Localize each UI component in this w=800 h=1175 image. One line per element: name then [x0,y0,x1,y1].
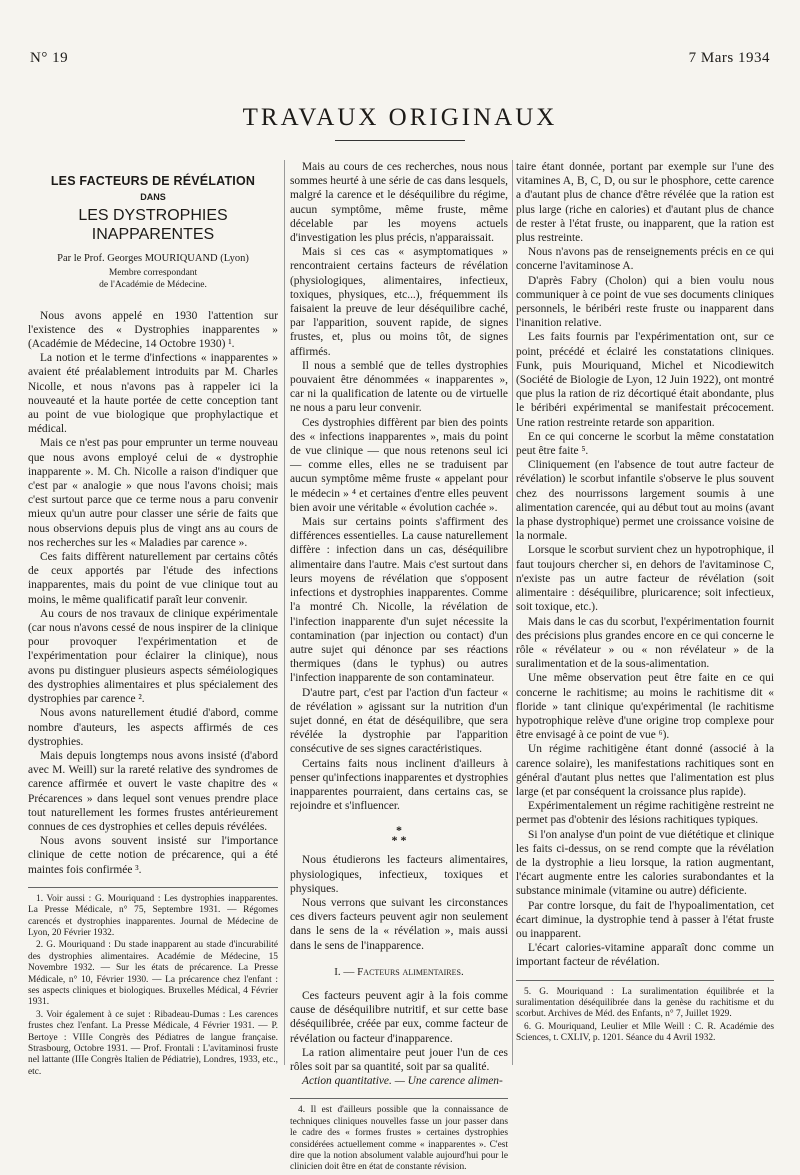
column-divider [284,160,285,1065]
footnote: 6. G. Mouriquand, Leulier et Mlle Weill : C. R. Académie des Sciences, t. CXLIV, p. 1201. Séance du 4 Avril 1932. [516,1021,774,1044]
paragraph: Mais sur certains points s'affirment des différences essentielles. La cause naturellement diffère : infection dans un cas, déséquilibre alimentaire dans l'autre. Mais c'est surtout dans leurs moyens de révélation que s'opposent infections et dystrophies inapparentes. Comme l'a montré Ch. Nicolle, la révélation de l'infection inapparente d'un sujet nécessite la contamination (par injection ou contact) d'un autre sujet qui dénonce par ses réactions thermiques (dans le typhus) ou autres l'infection inapparente de son contaminateur. [290,516,508,685]
footnote: 2. G. Mouriquand : Du stade inapparent au stade d'incurabilité des dystrophies alimentaires. Académie de Médecine, 15 Novembre 1932. — Sur les états de précarence. La Presse Médicale, n° 10, Février 1930. — La précarence chez l'enfant : ses aspects cliniques et biologiques. Bruxelles Médical, 4 Février 1931. [28,940,278,1008]
paragraph: Action quantitative. — Une carence alimen- [302,1075,503,1088]
paragraph: Par contre lorsque, du fait de l'hypoalimentation, cet écart diminue, la dystrophie tend à passer à l'état fruste ou inapparent. [516,899,774,940]
paragraph: Il nous a semblé que de telles dystrophies pouvaient être dénommées « inapparentes », car ni la qualification de latente ou de virtuelle ne nous a paru leur convenir. [290,359,508,415]
footnote-rule [290,1098,508,1099]
issue-date: 7 Mars 1934 [688,50,770,66]
section-heading-text: I. — Facteurs alimentaires. [334,965,464,978]
paragraph: Au cours de nos travaux de clinique expérimentale (car nous n'avons cessé de nous inspirer de la clinique pour provoquer l'expérimentation et de l'expérimentation pour éclairer la clinique), nous avons pu distinguer plusieurs aspects séméiologiques des dystrophies alimentaires et plus spécialement des dystrophies par carence ². [28,607,278,706]
paragraph: D'autre part, c'est par l'action d'un facteur « de révélation » agissant sur la nutrition d'un sujet donné, en état de déséquilibre, que sera révélée la dystrophie par l'apparition consécutive de ses signes caractéristiques. [290,686,508,756]
article-title-line2: LES DYSTROPHIES [78,207,228,225]
paragraph: Une même observation peut être faite en ce qui concerne le rachitisme; au moins le rachitisme dit « floride » tant clinique qu'expérimental (le rachitisme hypotrophique relève d'une origine trop complexe pour être envisagé à ce point de vue ⁶). [516,672,774,742]
paragraph: Expérimentalement un régime rachitigène restreint ne permet pas d'obtenir des lésions rachitiques typiques. [516,800,774,827]
footnote: 4. Il est d'ailleurs possible que la connaissance de techniques cliniques nouvelles fasse un jour passer dans le cadre des « formes frustes » certaines dystrophies considérées actuellement comme « inapparentes ». C'est dire que la notion absolument valable aujourd'hui pour le clinicien doit être en état de constante révision. [290,1105,508,1173]
paragraph: Mais depuis longtemps nous avons insisté (d'abord avec M. Weill) sur la rareté relative des syndromes de carence affirmée et ouvert le vaste chapitre des « Précarences » dans lequel sont venues prendre place tout naturellement les formes frustes antérieurement connues de ces dystrophies et celles depuis révélées. [28,749,278,833]
article-heading [28,174,278,291]
paragraph: Mais dans le cas du scorbut, l'expérimentation fournit des précisions plus grandes encore en ce qui concerne le rôle « révélateur » ou « non révélateur » de la suralimentation et de la sous-alimentation. [516,615,774,671]
paragraph: En ce qui concerne le scorbut la même constatation peut être faite ⁵. [516,430,774,458]
footnote: 3. Voir également à ce sujet : Ribadeau-Dumas : Les carences frustes chez l'enfant. La Presse Médicale, 4 Février 1931. — P. Bertoye : VIIIe Congrès des Pédiatres de langue française. Strasbourg, Octobre 1931. — Prof. Frontali : L'avitaminosi fruste nel lattante (IIIe Congrès Italien de Pédiatrie), Londres, 1933, etc., etc. [28,1009,278,1077]
paragraph: Nous avons appelé en 1930 l'attention sur l'existence des « Dystrophies inapparentes » (Académie de Médecine, 14 Octobre 1930) ¹. [28,309,278,351]
paragraph: Les faits fournis par l'expérimentation ont, sur ce point, précédé et éclairé les constatations cliniques. Funk, puis Mouriquand, Michel et Nicodiewitch (Société de Biologie de Lyon, 12 Juin 1922), ont montré que plus la ration de riz décortiqué était abondante, plus le béribéri expérimental se manifestait précocement. Une ration restreinte retarde son apparition. [516,331,774,429]
paragraph: Lorsque le scorbut survient chez un hypotrophique, il faut toujours chercher si, en dehors de l'avitaminose C, n'existe pas un autre facteur de révélation (soit alimentaire : déséquilibre, pluricarence; soit infectieux, soit toxique, etc.). [516,544,774,614]
footnote-rule [516,980,774,981]
paragraph: Ces facteurs peuvent agir à la fois comme cause de déséquilibre nutritif, et sur cette base déséquilibrée, créée par eux, comme facteur de révélation ou facteur d'inapparence. [290,989,508,1045]
paragraph: D'après Fabry (Cholon) qui a bien voulu nous communiquer à ce point de vue ses documents cliniques personnels, le béribéri reste fruste ou inapparent dans l'inanition relative. [516,274,774,330]
paragraph: Mais si ces cas « asymptomatiques » rencontraient certains facteurs de révélation (physiologiques, alimentaires, infectieux, toxiques, physiques, etc...), fréquemment ils faisaient la preuve de leur déséquilibre caché, par l'apparition, souvent rapide, de signes frustes, et, plus ou moins tôt, de signes affirmés. [290,246,508,358]
author-line: Par le Prof. Georges MOURIQUAND (Lyon) [57,253,249,265]
column-3 [516,160,774,1046]
column-1 [28,160,278,1079]
paragraph: Nous étudierons les facteurs alimentaires, physiologiques, infectieux, toxiques et physiques. [290,854,508,895]
column-divider [512,160,513,1065]
paragraph: Ces dystrophies diffèrent par bien des points des « infections inapparentes », mais du point de vue clinique — que nous retenons seul ici — comme elles, elles ne se traduisent par aucun symptôme même fruste « appelant pour le médecin » ⁴ et certaines d'entre elles peuvent bien avoir une véritable « évolution cachée ». [290,416,508,514]
paragraph: Nous avons souvent insisté sur l'importance clinique de cette notion de précarence, qui a été maintes fois confirmée ³. [28,835,278,876]
paragraph: La ration alimentaire peut jouer l'un de ces rôles soit par sa quantité, soit par sa qualité. [290,1046,508,1073]
author-role-2: de l'Académie de Médecine. [99,279,207,290]
paragraph: taire étant donnée, portant par exemple sur l'une des vitamines A, B, C, D, ou sur le phosphore, cette carence a d'autant plus de chance d'être révélée que la ration est plus large (riche en calories) et d'autant plus de chance de rester à l'état fruste, ou inapparent, que la ration est plus restreinte. [516,161,774,245]
section-separator [290,823,508,848]
paragraph: L'écart calories-vitamine apparaît donc comme un important facteur de révélation. [516,942,774,969]
paragraph: Ces faits diffèrent naturellement par certains côtés de ceux apportés par l'étude des infections inapparentes, mais du point de vue clinique tout au moins, le même qualificatif paraît leur convenir. [28,551,278,606]
article-title-line3: INAPPARENTES [91,226,215,244]
separator-star-top: * [396,823,402,838]
paragraph: Mais ce n'est pas pour emprunter un terme nouveau que nous avons employé celui de « dystrophie inapparente ». M. Ch. Nicolle a raison d'indiquer que c'est par « analogie » que nous l'avons choisi; mais c'est surtout parce que ce terme nous a paru convenir mieux qu'un autre pour classer une série de faits que nous observions depuis plus de vingt ans au cours de nos recherches sur les « Maladies par carence ». [28,437,278,549]
paragraph: Certains faits nous inclinent d'ailleurs à penser qu'infections inapparentes et dystrophies inapparentes pourraient, dans certains cas, se rejoindre et s'influencer. [290,757,508,813]
article-title-dans: DANS [140,192,166,203]
paragraph: Mais au cours de ces recherches, nous nous sommes heurté à une série de cas dans lesquels, malgré la carence et le déséquilibre du régime, aucun symptôme, même fruste, même décelable par les moyens actuels d'investigation les plus précis, n'apparaissait. [290,161,508,245]
paragraph: Nous verrons que suivant les circonstances ces divers facteurs peuvent agir non seulement dans le sens de la « révélation », mais aussi dans le sens de l'inapparence. [290,896,508,952]
footnote-rule [28,887,278,888]
paragraph: Nous n'avons pas de renseignements précis en ce qui concerne l'avitaminose A. [516,246,774,273]
article-title-line1: LES FACTEURS DE RÉVÉLATION [50,174,256,188]
title-rule [335,140,465,141]
paragraph: Un régime rachitigène étant donné (associé à la carence solaire), les manifestations rachitiques sont en général d'autant plus nettes que l'alimentation est plus large (et par conséquent la croissance plus rapide). [516,743,774,798]
column-2 [290,160,508,1175]
paragraph: Si l'on analyse d'un point de vue diététique et clinique les faits ci-dessus, on se rend compte que la révélation de la dystrophie a lieu lorsque, la ration augmentant, l'écart augmente entre les calories surabondantes et la substance minimale (vitamine ou autre) déficiente. [516,828,774,898]
paragraph: La notion et le terme d'infections « inapparentes » avaient été préalablement introduits par M. Charles Nicolle, et nous n'avons pas à rappeler ici la nouveauté et la haute portée de cette conception tant au point de vue biologique que prophylactique et médical. [28,352,278,436]
footnote: 5. G. Mouriquand : La suralimentation équilibrée et la suralimentation déséquilibrée dans la genèse du rachitisme et du scorbut. Archives de Méd. des Enfants, n° 7, Juillet 1929. [516,986,774,1020]
paragraph: Nous avons naturellement étudié d'abord, comme nombre d'auteurs, les aspects affirmés de ces dystrophies. [28,707,278,748]
author-role-1: Membre correspondant [108,267,198,278]
paragraph: Cliniquement (en l'absence de tout autre facteur de révélation) le scorbut infantile s'observe le plus souvent chez des nourrissons largement soumis à une alimentation carencée, qui au début tout au moins (avant la phase dystrophique) permet une croissance voisine de la normale. [516,459,774,543]
footnote: 1. Voir aussi : G. Mouriquand : Les dystrophies inapparentes. La Presse Médicale, n° 75, Septembre 1931. — Régomes carencés et dystrophies inapparentes. Journal de Médecine de Lyon, 20 Février 1932. [28,893,278,938]
section-title: TRAVAUX ORIGINAUX [242,104,558,131]
section-heading [290,965,508,979]
issue-number: N° 19 [30,50,69,66]
separator-star-bottom: * * [391,833,407,848]
